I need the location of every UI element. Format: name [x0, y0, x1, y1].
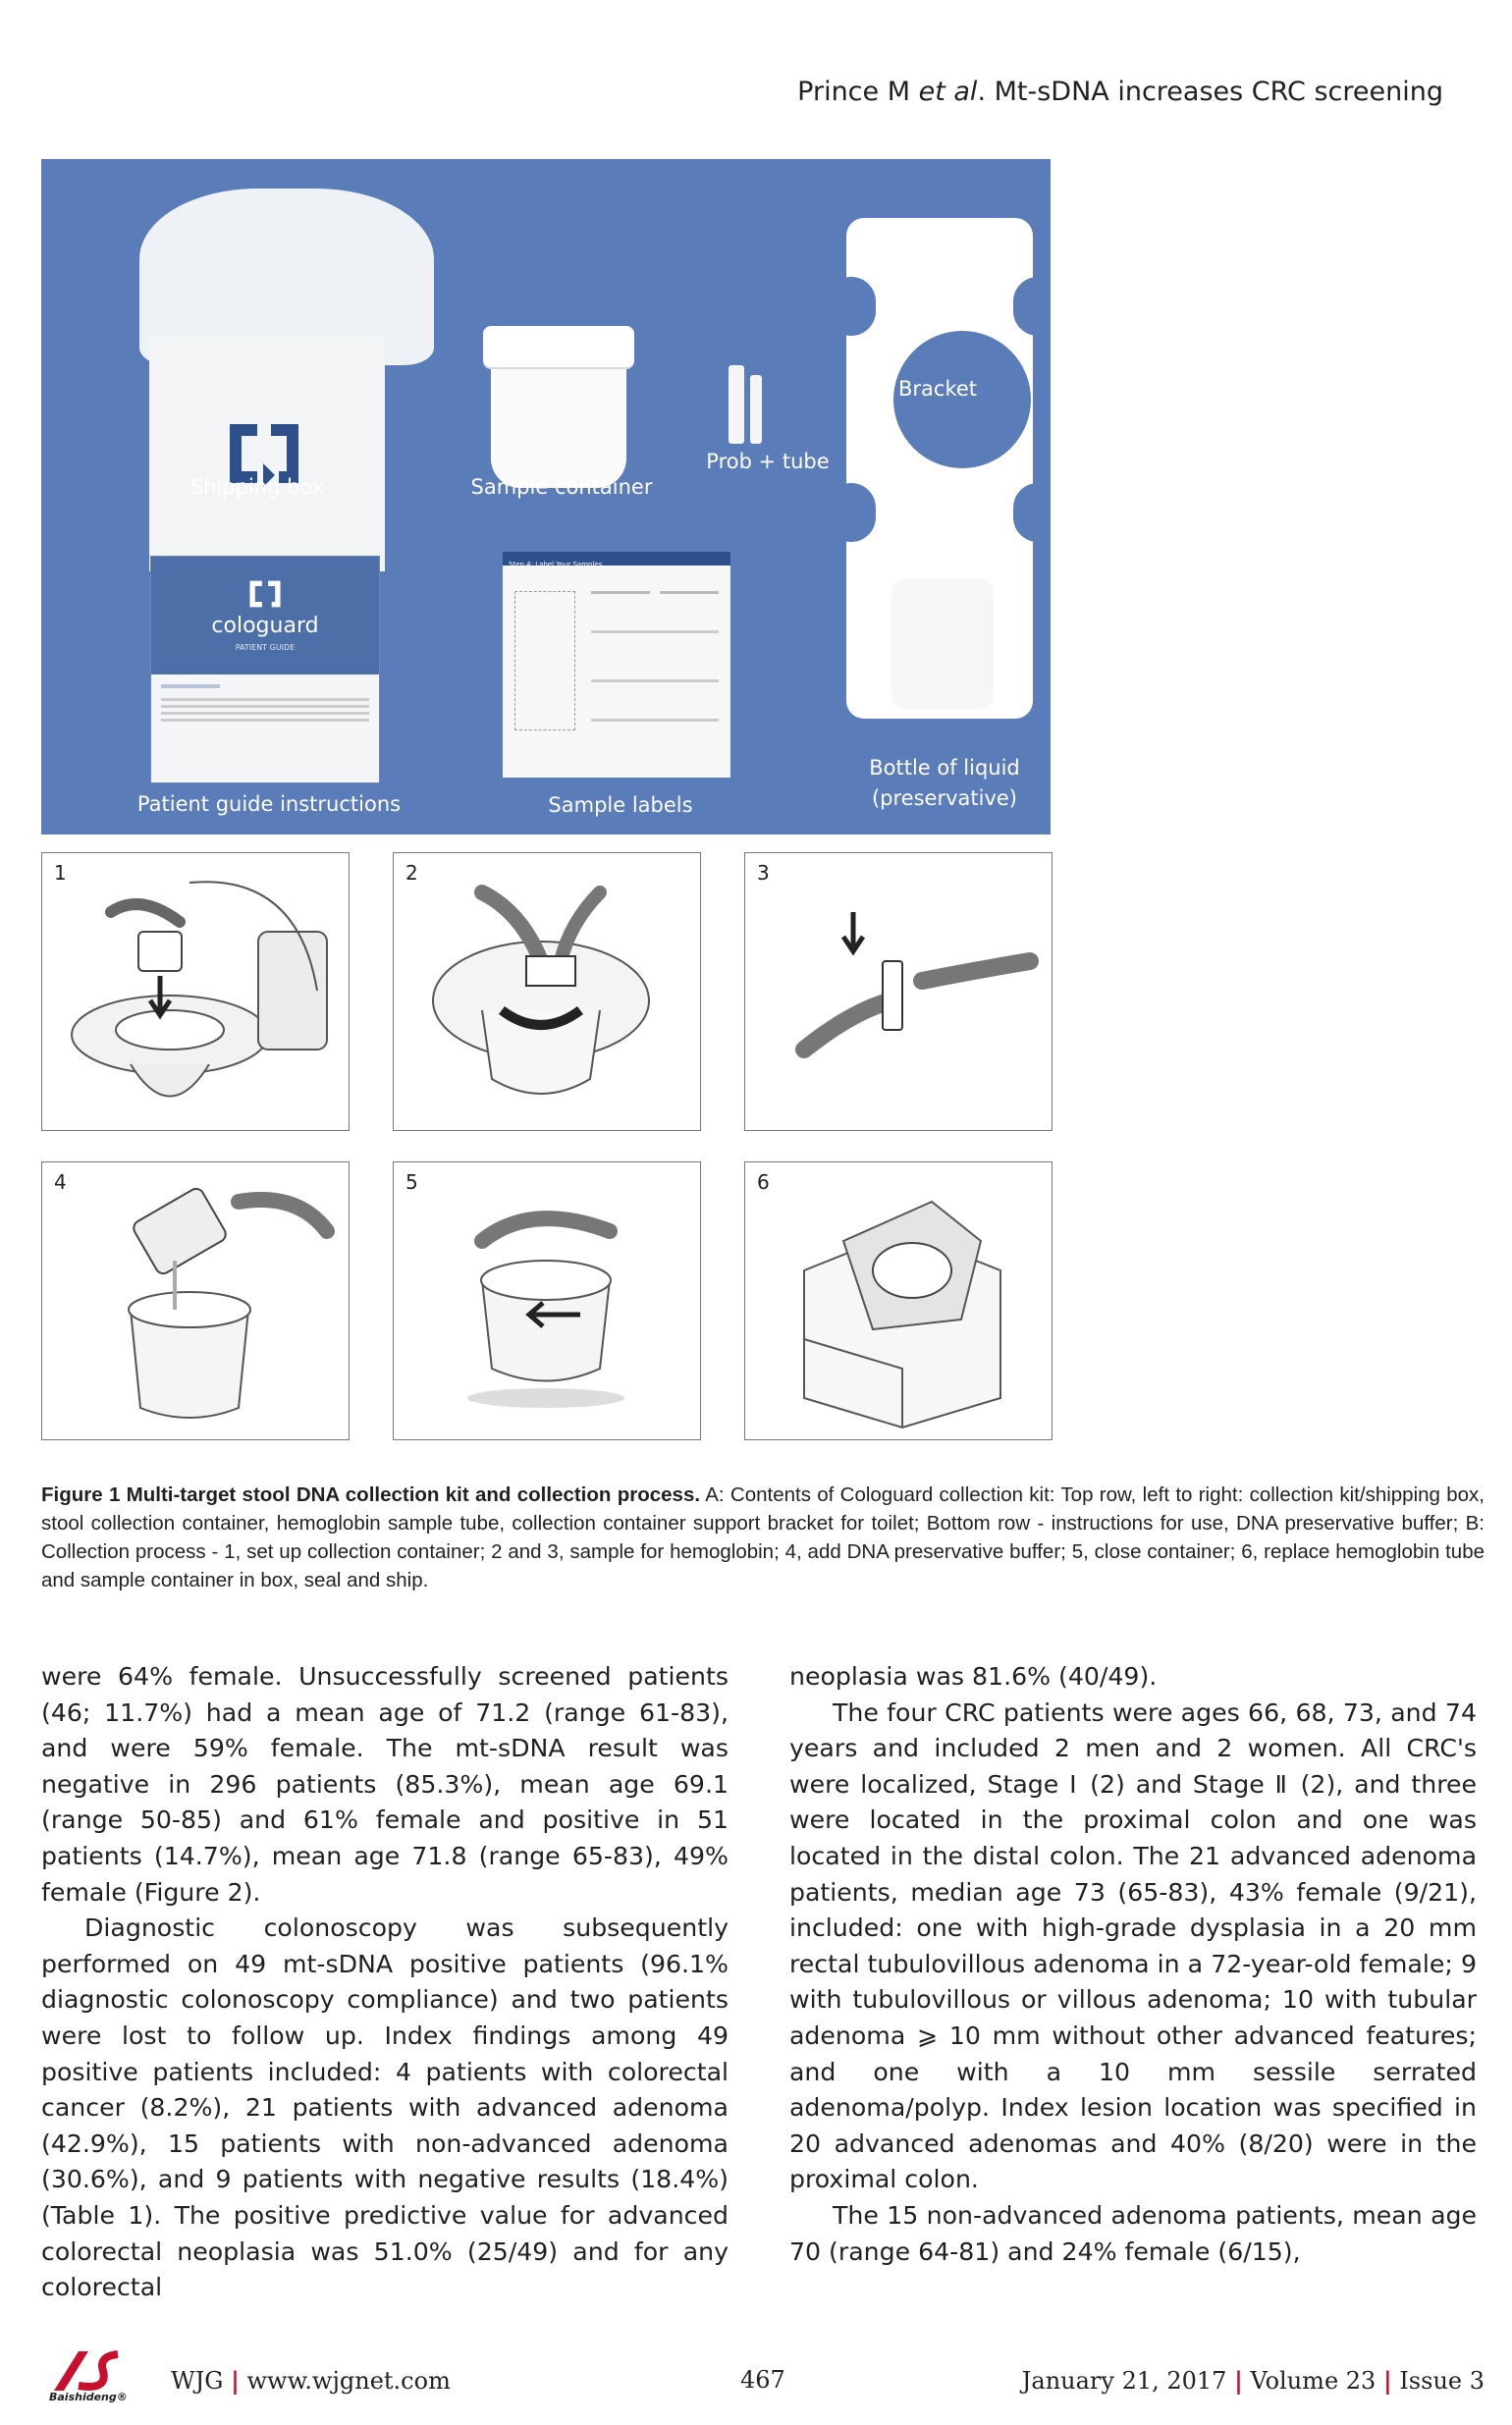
- body-paragraph: neoplasia was 81.6% (40/49).: [789, 1662, 1158, 1691]
- footer-separator: |: [1234, 2366, 1243, 2395]
- label-bottle-line1: Bottle of liquid: [869, 756, 1020, 780]
- body-paragraph: Diagnostic colonoscopy was subsequently performed on 49 mt-sDNA positive patients (96.1% diagnostic colonoscopy compliance) and two patients were lost to follow up. Index findings among 49 positive patients included: 4 patients with colorectal cancer (8.2%), 21 patients with advanced adenoma (42.9%), 15 patients with non-advanced adenoma (30.6%), and 9 patients with negative results (18.4%) (Table 1). The positive predictive value for advanced colorectal neoplasia was 51.0% (25/49) and for any colorectal: [41, 1913, 729, 2302]
- footer-url[interactable]: www.wjgnet.com: [246, 2367, 451, 2395]
- step-panel-4: [41, 1161, 350, 1440]
- label-shipping-box: Shipping box: [189, 475, 325, 499]
- sample-container-lid: [483, 326, 634, 367]
- patient-guide-image: [151, 557, 379, 782]
- label-probe-tube: Prob + tube: [706, 450, 830, 473]
- step-number: 5: [405, 1170, 418, 1194]
- step-panel-1: [41, 852, 350, 1131]
- step-number: 3: [757, 861, 770, 885]
- sample-labels-image: [503, 552, 730, 778]
- body-paragraph: were 64% female. Unsuccessfully screened patients (46; 11.7%) had a mean age of 71.2 (range 61-83), and were 59% female. The mt-sDNA result was negative in 296 patients (85.3%), mean age 69.1 (range 50-85) and 61% female and positive in 51 patients (14.7%), mean age 71.8 (range 65-83), 49% female (Figure 2).: [41, 1662, 729, 1907]
- step-panel-2: [393, 852, 701, 1131]
- footer-separator: |: [231, 2366, 240, 2395]
- step-number: 1: [54, 861, 67, 885]
- body-paragraph: The four CRC patients were ages 66, 68, 73, and 74 years and included 2 men and 2 women. All CRC's were localized, Stage Ⅰ (2) and Stage Ⅱ (2), and three were located in the proximal colon and one was located in the distal colon. The 21 advanced adenoma patients, median age 73 (65-83), 43% female (9/21), included: one with high-grade dysplasia in a 20 mm rectal tubulovillous adenoma in a 72-year-old female; 9 with tubulovillous or villous adenoma; 10 with tubular adenoma ⩾ 10 mm without other advanced features; and one with a 10 mm sessile serrated adenoma/polyp. Index lesion location was specified in 20 advanced adenomas and 40% (8/20) were in the proximal colon.: [789, 1698, 1477, 2194]
- label-patient-guide: Patient guide instructions: [136, 792, 402, 816]
- running-head-etal: et al: [918, 77, 978, 107]
- figure-caption: [41, 1481, 1485, 1594]
- add-preservative-illustration: [42, 1162, 349, 1439]
- bottle-image: [891, 579, 994, 709]
- step-number: 4: [54, 1170, 67, 1194]
- tube-image: [750, 375, 762, 444]
- step-number: 6: [757, 1170, 770, 1194]
- page-number: 467: [740, 2366, 785, 2394]
- label-sample-container: Sample container: [470, 475, 653, 499]
- step-number: 2: [405, 861, 418, 885]
- figure-panel-a: [41, 159, 1051, 835]
- step-panel-5: [393, 1161, 701, 1440]
- probe-image: [729, 365, 744, 444]
- running-head-authors: Prince M: [797, 77, 919, 107]
- label-bottle: [846, 753, 1043, 814]
- labels-sheet-header-text: Step 4: Label Your Samples: [509, 561, 603, 568]
- footer-date: January 21, 2017: [1021, 2367, 1227, 2395]
- publisher-logo-text: Baishideng®: [49, 2391, 128, 2403]
- shipping-box-image: [149, 336, 385, 571]
- bracket-notch: [1013, 277, 1051, 336]
- close-container-illustration: [394, 1162, 700, 1439]
- step-panel-3: [744, 852, 1053, 1131]
- labels-sheet-header: [503, 552, 730, 566]
- sample-collection-illustration: [394, 853, 700, 1130]
- label-bracket: Bracket: [897, 377, 978, 401]
- guide-subtitle: PATIENT GUIDE: [235, 643, 296, 652]
- running-head: [797, 77, 1443, 107]
- seal-and-ship-illustration: [745, 1162, 1052, 1439]
- footer-issue: Issue 3: [1399, 2367, 1485, 2395]
- bracket-notch: [1013, 483, 1051, 542]
- figure-caption-text: A: Contents of Cologuard collection kit: Top row, left to right: collection kit/shipping box, stool collection container, hemoglobin sample tube, collection container support bracket for toilet; Bottom row - instructions for use, DNA preservative buffer; B: Collection process - 1, set up collection container; 2 and 3, sample for hemoglobin; 4, add DNA preservative buffer; 5, close container; 6, replace hemoglobin tube and sample container in box, seal and ship.: [41, 1483, 1485, 1591]
- label-sample-labels: Sample labels: [548, 793, 693, 817]
- running-head-title: . Mt-sDNA increases CRC screening: [977, 77, 1443, 107]
- body-right-column: [789, 1659, 1477, 2270]
- footer-journal-name: WJG: [171, 2367, 224, 2395]
- bracket-notch: [827, 483, 876, 542]
- step-panel-6: [744, 1161, 1053, 1440]
- guide-brand: cologuard: [211, 614, 319, 638]
- body-left-column: [41, 1659, 729, 2306]
- label-bottle-line2: (preservative): [871, 786, 1017, 810]
- hemoglobin-sample-illustration: [745, 853, 1052, 1130]
- footer-separator: |: [1382, 2366, 1392, 2395]
- body-paragraph: The 15 non-advanced adenoma patients, mean age 70 (range 64-81) and 24% female (6/15),: [789, 2200, 1477, 2266]
- footer-volume: Volume 23: [1250, 2367, 1377, 2395]
- footer-journal: [171, 2366, 451, 2395]
- cologuard-logo-icon: [245, 576, 285, 612]
- page-footer: [41, 2366, 1485, 2405]
- figure-caption-label: Figure 1 Multi-target stool DNA collection kit and collection process.: [41, 1483, 701, 1506]
- guide-text-area: [151, 674, 379, 782]
- bracket-notch: [827, 277, 876, 336]
- footer-issue-info: [1022, 2366, 1485, 2395]
- toilet-setup-illustration: [42, 853, 349, 1130]
